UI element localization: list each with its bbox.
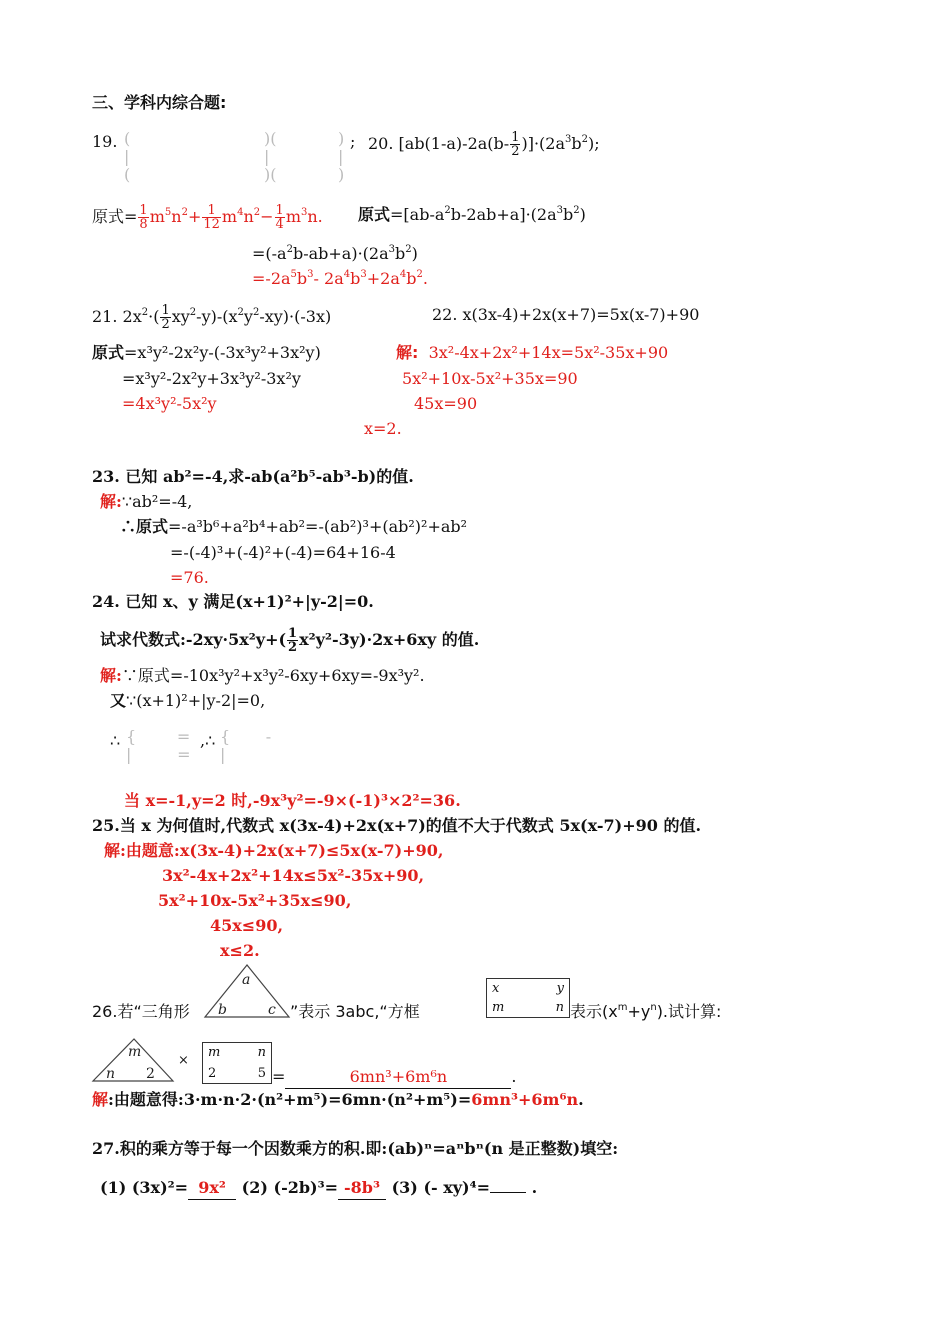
- box2-label-m: m: [208, 1045, 221, 1060]
- q19-semicolon: ;: [350, 132, 356, 151]
- q19-paren-left: ( | (: [124, 129, 131, 184]
- q25-answer-line4: 45x≤90,: [210, 916, 284, 935]
- q19-answer: 原式= $\frac{1}{8}$ $m^5n^2+$ $\frac{1}{12}$ $m^4n^2-$ $\frac{1}{4}$ $m^3n$.: [92, 203, 323, 232]
- triangle-label-c: c: [268, 1002, 276, 1018]
- q26-fill-line: = 6mn³+6m⁶n .: [272, 1066, 517, 1089]
- q20-expression: 20. [ab(1-a)-2a(b- $\frac{1}{2}$ )]$\cdot(2a^3b^2)$;: [368, 130, 600, 159]
- q27-fill-items: (1) (3x)²= 9x² (2) (-2b)³= -8b³ (3) (- xy)⁴= .: [100, 1177, 537, 1200]
- triangle-figure-2: [90, 1036, 176, 1084]
- triangle2-label-m: m: [128, 1044, 142, 1060]
- q24-therefore: ∴: [110, 731, 121, 750]
- q25-question: 25.当 x 为何值时,代数式 x(3x-4)+2x(x+7)的值不大于代数式 5x(x-7)+90 的值.: [92, 816, 702, 835]
- q26-answer: 解:由题意得:3·m·n·2·(n²+m⁵)=6mn·(n²+m⁵)=6mn³+6m⁶n.: [92, 1090, 584, 1109]
- q22-expression: 22. x(3x-4)+2x(x+7)=5x(x-7)+90: [432, 305, 700, 324]
- q21-answer-line3: =4x³y²-5x²y: [122, 394, 217, 413]
- box-figure-2: [202, 1042, 272, 1084]
- box-figure: [486, 978, 570, 1018]
- q27-answer2: -8b³: [344, 1178, 380, 1197]
- triangle2-label-n: n: [106, 1066, 116, 1082]
- triangle2-label-2: 2: [146, 1066, 155, 1082]
- q25-answer-line1: 解:由题意:x(3x-4)+2x(x+7)≤5x(x-7)+90,: [104, 841, 444, 860]
- q20-answer-line2: $=(-a^2b-ab+a)\cdot(2a^3b^2)$: [252, 244, 418, 263]
- q25-answer-line2: 3x²-4x+2x²+14x≤5x²-35x+90,: [162, 866, 425, 885]
- q27-answer1: 9x²: [198, 1178, 226, 1197]
- q23-answer-line2: ∴原式=-a³b⁶+a²b⁴+ab²=-(ab²)³+(ab²)²+ab²: [120, 517, 468, 536]
- triangle-figure: [202, 962, 292, 1020]
- section-title: 三、学科内综合题:: [92, 93, 227, 112]
- box-label-n: n: [555, 1000, 564, 1015]
- box2-label-5: 5: [257, 1066, 266, 1081]
- q22-answer-line2: 5x²+10x-5x²+35x=90: [402, 369, 578, 388]
- box-label-x: x: [492, 981, 500, 996]
- q26-middle: ”表示 3abc,“方框: [290, 1002, 420, 1021]
- times-sign: ×: [178, 1053, 189, 1068]
- q27-question: 27.积的乘方等于每一个因数乘方的积.即:(ab)ⁿ=aⁿbⁿ(n 是正整数)填空:: [92, 1139, 619, 1158]
- q21-answer-line1: 原式=x³y²-2x²y-(-3x³y²+3x²y): [92, 343, 321, 362]
- q26-suffix: 表示$(x^m+y^n)$.试计算:: [570, 1002, 722, 1021]
- q24-line2: 试求代数式:-2xy·5x²y+( $\frac{1}{2}$ x²y²-3y)·2x+6xy 的值.: [100, 626, 480, 655]
- q20-answer-line1: 原式$=[ab-a^2b-2ab+a]\cdot(2a^3b^2)$: [358, 205, 586, 224]
- box-label-y: y: [556, 981, 564, 996]
- q24-result: 当 x=-1,y=2 时,-9x³y²=-9×(-1)³×2²=36.: [124, 791, 461, 810]
- q20-answer-line3: $=-2a^5b^3-$ $2a^4b^3+2a^4b^2$.: [252, 269, 428, 288]
- q23-answer-line4: =76.: [170, 568, 209, 587]
- q23-question: 23. 已知 ab²=-4,求-ab(a²b⁵-ab³-b)的值.: [92, 467, 414, 486]
- q25-answer-line5: x≤2.: [220, 941, 260, 960]
- box2-label-2: 2: [208, 1066, 217, 1081]
- q24-brace-right: { - |: [220, 727, 272, 764]
- q26-prefix: 26.若“三角形: [92, 1002, 190, 1021]
- q19-paren-right: ) | ): [338, 129, 345, 184]
- q24-therefore2: ,∴: [200, 731, 216, 750]
- q25-answer-line3: 5x²+10x-5x²+35x≤90,: [158, 891, 352, 910]
- q19-number: 19.: [92, 132, 118, 151]
- q19-paren-mid: )( | )(: [264, 129, 277, 184]
- q24-brace-left: { = | =: [126, 727, 191, 764]
- q24-line1: 24. 已知 x、y 满足(x+1)²+|y-2|=0.: [92, 592, 374, 611]
- q23-answer-line3: =-(-4)³+(-4)²+(-4)=64+16-4: [170, 543, 396, 562]
- q24-answer-line1: 解:∵原式=-10x³y²+x³y²-6xy+6xy=-9x³y².: [100, 666, 425, 685]
- q24-answer-line2: 又∵(x+1)²+|y-2|=0,: [110, 691, 266, 710]
- box2-label-n: n: [257, 1045, 266, 1060]
- triangle-label-b: b: [218, 1002, 227, 1018]
- q22-answer-line4: x=2.: [364, 419, 402, 438]
- triangle-label-a: a: [242, 972, 251, 988]
- box-label-m: m: [492, 1000, 505, 1015]
- q26-fill-answer: 6mn³+6m⁶n: [349, 1067, 448, 1086]
- q23-answer-line1: 解:∵ab²=-4,: [100, 492, 193, 511]
- q21-answer-line2: =x³y²-2x²y+3x³y²-3x²y: [122, 369, 301, 388]
- q22-answer-line3: 45x=90: [414, 394, 478, 413]
- q22-answer-line1: 解: 3x²-4x+2x²+14x=5x²-35x+90: [396, 343, 669, 362]
- q21-expression: 21. $2x^2\cdot$( $\frac{1}{2}$ $xy^2-y)-(x^2y^2-xy)\cdot(-3x)$: [92, 303, 332, 332]
